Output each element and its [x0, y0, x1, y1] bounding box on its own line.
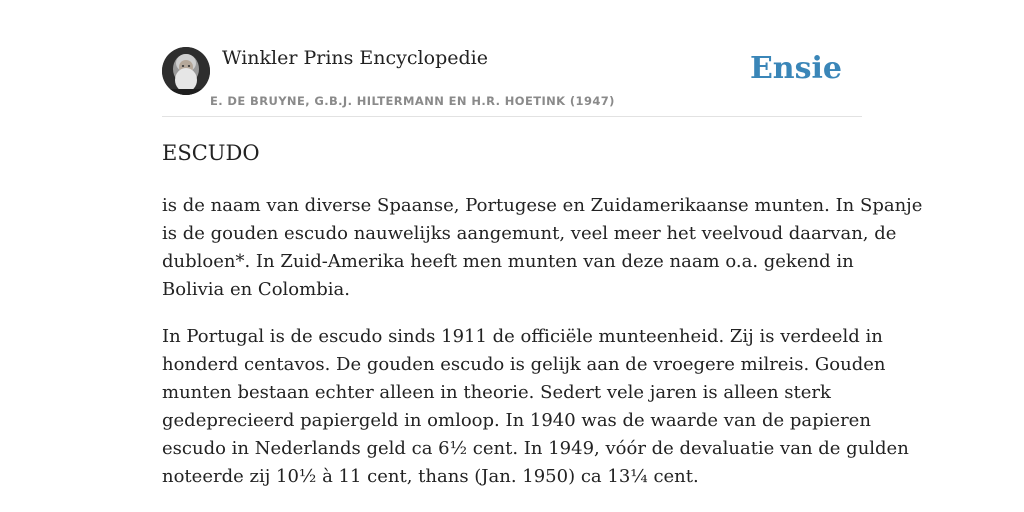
- author-portrait-icon: [162, 47, 210, 95]
- paragraph-line: munten bestaan echter alleen in theorie. Sedert vele jaren is alleen sterk: [162, 382, 831, 403]
- entry-title: ESCUDO: [162, 141, 260, 165]
- article-paragraph: [162, 323, 909, 491]
- paragraph-line: is de gouden escudo nauwelijks aangemunt, veel meer het veelvoud daarvan, de: [162, 223, 897, 244]
- paragraph-line: is de naam van diverse Spaanse, Portugese en Zuidamerikaanse munten. In Spanje: [162, 195, 923, 216]
- page: [162, 0, 923, 487]
- author-avatar[interactable]: [162, 47, 210, 95]
- paragraph-line: gedeprecieerd papiergeld in omloop. In 1940 was de waarde van de papieren: [162, 410, 871, 431]
- article-paragraph: [162, 192, 923, 304]
- paragraph-line: escudo in Nederlands geld ca 6½ cent. In 1949, vóór de devaluatie van de gulden: [162, 438, 909, 459]
- source-title[interactable]: Winkler Prins Encyclopedie: [222, 47, 488, 69]
- source-authors: E. DE BRUYNE, G.B.J. HILTERMANN EN H.R. HOETINK (1947): [210, 94, 615, 108]
- paragraph-line: In Portugal is de escudo sinds 1911 de officiële munteenheid. Zij is verdeeld in: [162, 326, 883, 347]
- paragraph-line: Bolivia en Colombia.: [162, 279, 350, 300]
- paragraph-line: dubloen*. In Zuid-Amerika heeft men munten van deze naam o.a. gekend in: [162, 251, 854, 272]
- paragraph-line: noteerde zij 10½ à 11 cent, thans (Jan. 1950) ca 13¼ cent.: [162, 466, 699, 487]
- brand-logo[interactable]: Ensie: [749, 51, 842, 86]
- paragraph-line: honderd centavos. De gouden escudo is gelijk aan de vroegere milreis. Gouden: [162, 354, 886, 375]
- source-header: [162, 0, 862, 117]
